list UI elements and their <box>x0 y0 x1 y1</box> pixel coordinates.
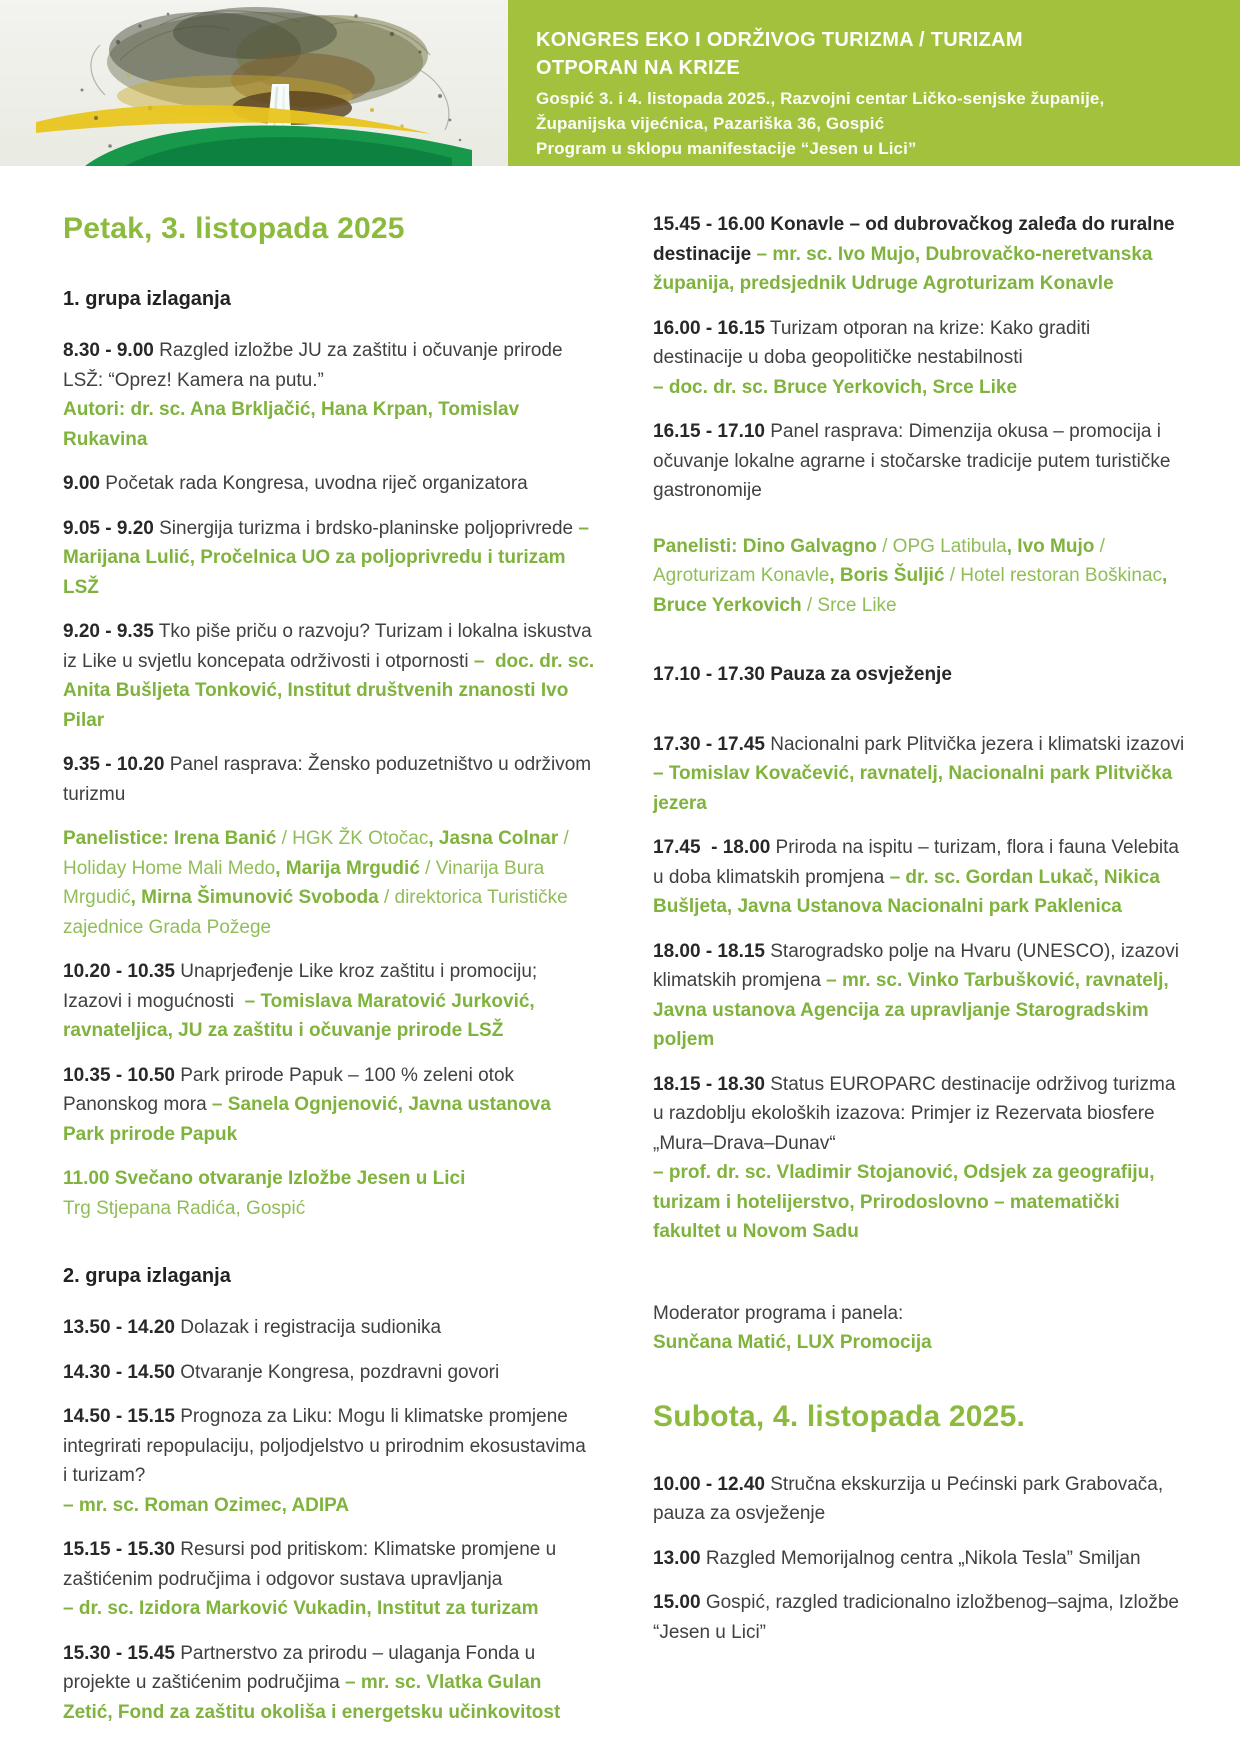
item-time: 13.00 <box>653 1547 701 1569</box>
item-speakers-detail: / Srce Like <box>801 594 897 616</box>
item-speakers-detail: / Agroturizam Konavle <box>653 535 1110 586</box>
item-speakers: Sunčana Matić, LUX Promocija <box>653 1332 932 1353</box>
item-speakers: , Jasna Colnar <box>428 828 559 849</box>
item-time: 13.50 - 14.20 <box>63 1317 175 1338</box>
item-time: 15.15 - 15.30 <box>63 1539 175 1560</box>
header-title-line2: OTPORAN NA KRIZE <box>536 57 741 79</box>
item-time: 15.00 <box>653 1592 701 1613</box>
item-speakers: , Ivo Mujo <box>1006 535 1095 557</box>
item-speakers: – Tomislav Kovačević, ravnatelj, Nacionalni park Plitvička jezera <box>653 763 1178 814</box>
schedule-item <box>653 937 1185 1055</box>
item-speakers: , Boris Šuljić <box>829 565 945 586</box>
item-speakers: , Marija Mrgudić <box>275 857 420 879</box>
item-time: 15.30 - 15.45 <box>63 1642 175 1664</box>
item-time: 16.15 - 17.10 <box>653 421 765 442</box>
schedule-item <box>63 1535 595 1624</box>
item-speakers: – doc. dr. sc. Anita Bušljeta Tonković, Institut društvenih znanosti Ivo Pilar <box>63 650 599 731</box>
schedule-item <box>63 957 595 1046</box>
header-band <box>508 0 1240 166</box>
item-text: Razgled Memorijalnog centra „Nikola Tesla” Smiljan <box>700 1547 1141 1569</box>
panelists-item <box>653 532 1185 621</box>
panelists-item <box>63 824 595 942</box>
item-text: Početak rada Kongresa, uvodna riječ organizatora <box>99 473 528 494</box>
item-text: Nacionalni park Plitvička jezera i klimatski izazovi <box>764 733 1190 755</box>
nature-splash-illustration <box>0 0 508 166</box>
item-text: Gospić, razgled tradicionalno izložbenog–sajma, Izložbe “Jesen u Lici” <box>653 1592 1185 1643</box>
group-heading-2: 2. grupa izlaganja <box>63 1265 231 1287</box>
item-speakers: – mr. sc. Roman Ozimec, ADIPA <box>63 1494 350 1516</box>
item-text: Prognoza za Liku: Mogu li klimatske promjene integrirati repopulaciju, poljodjelstvo u prirodnim ekosustavima i turizam? <box>63 1406 592 1486</box>
header-title-line1: KONGRES EKO I ODRŽIVOG TURIZMA / TURIZAM <box>536 29 1023 51</box>
schedule-item <box>653 1544 1185 1574</box>
item-speakers: – dr. sc. Izidora Marković Vukadin, Institut za turizam <box>63 1598 539 1619</box>
item-text: Stručna ekskurzija u Pećinski park Grabovača, pauza za osvježenje <box>653 1473 1169 1524</box>
item-time: 8.30 - 9.00 <box>63 340 154 361</box>
item-speakers-detail: Trg Stjepana Radića, Gospić <box>63 1197 306 1219</box>
item-speakers: – Marijana Lulić, Pročelnica UO za poljoprivredu i turizam LSŽ <box>63 517 595 598</box>
schedule-item <box>63 1313 595 1343</box>
item-speakers: Panelistice: Irena Banić <box>63 828 277 849</box>
item-text: Turizam otporan na krize: Kako graditi destinacije u doba geopolitičke nestabilnosti <box>653 317 1096 368</box>
schedule-item <box>63 750 595 809</box>
header-detail-line: Program u sklopu manifestacije “Jesen u Lici” <box>536 139 917 158</box>
item-speakers: – Tomislava Maratović Jurković, ravnateljica, JU za zaštitu i očuvanje prirode LSŽ <box>63 990 540 1041</box>
item-time: 17.10 - 17.30 Pauza za osvježenje <box>653 664 952 685</box>
item-time: 18.00 - 18.15 <box>653 940 765 962</box>
day-heading-friday: Petak, 3. listopada 2025 <box>63 212 405 245</box>
item-speakers-detail: / Vinarija Bura Mrgudić <box>63 857 550 908</box>
item-text: Priroda na ispitu – turizam, flora i fauna Velebita u doba klimatskih promjena <box>653 837 1185 888</box>
item-speakers: Panelisti: Dino Galvagno <box>653 535 877 557</box>
schedule-item <box>63 1639 595 1728</box>
schedule-item <box>653 210 1185 299</box>
item-text: Tko piše priču o razvoju? Turizam i lokalna iskustva iz Like u svjetlu koncepata održivosti i otpornosti <box>63 621 598 672</box>
schedule-item <box>63 1358 595 1388</box>
schedule-item <box>63 336 595 454</box>
item-speakers-detail: / OPG Latibula <box>876 535 1007 557</box>
header-detail-line: Gospić 3. i 4. listopada 2025., Razvojni centar Ličko-senjske županije, <box>536 89 1105 108</box>
schedule-item <box>653 730 1190 819</box>
header <box>0 0 1240 166</box>
item-time: 10.00 - 12.40 <box>653 1473 765 1495</box>
item-text: Resursi pod pritiskom: Klimatske promjene u zaštićenim područjima i odgovor sustava upravljanja <box>63 1539 562 1590</box>
schedule-item <box>63 1402 595 1520</box>
item-speakers: – dr. sc. Gordan Lukač, Nikica Bušljeta, Javna Ustanova Nacionalni park Paklenica <box>653 866 1166 917</box>
item-speakers-detail: / Holiday Home Mali Medo <box>63 828 575 879</box>
item-text: Moderator programa i panela: <box>653 1302 904 1324</box>
item-text: Park prirode Papuk – 100 % zeleni otok Panonskog mora <box>63 1064 520 1115</box>
item-time: 9.20 - 9.35 <box>63 621 154 642</box>
header-artwork <box>0 0 508 166</box>
program <box>0 166 1240 1727</box>
schedule-item <box>653 314 1185 403</box>
item-text: Otvaranje Kongresa, pozdravni govori <box>174 1361 500 1383</box>
item-text: Sinergija turizma i brdsko-planinske poljoprivrede <box>153 517 579 539</box>
item-speakers: , Bruce Yerkovich <box>653 565 1173 616</box>
item-speakers-detail: / Hotel restoran Boškinac <box>944 565 1163 586</box>
item-speakers: – mr. sc. Ivo Mujo, Dubrovačko-neretvanska županija, predsjednik Udruge Agroturizam Konavle <box>653 243 1158 294</box>
item-speakers: – Sanela Ognjenović, Javna ustanova Park prirode Papuk <box>63 1094 557 1145</box>
item-speakers: – prof. dr. sc. Vladimir Stojanović, Odsjek za geografiju, turizam i hotelijerstvo, Prirodoslovno – matematički fakultet u Novom Sadu <box>653 1162 1160 1242</box>
item-speakers: – mr. sc. Vinko Tarbušković, ravnatelj, Javna ustanova Agencija za upravljanje Starogradskim poljem <box>653 970 1174 1050</box>
schedule-item <box>653 1070 1185 1247</box>
schedule-item <box>63 617 599 735</box>
schedule-item <box>653 833 1185 922</box>
schedule-item <box>63 469 595 499</box>
item-text: Panel rasprava: Žensko poduzetništvo u održivom turizmu <box>63 754 597 805</box>
item-time: 10.20 - 10.35 <box>63 961 175 982</box>
header-details <box>536 86 1222 161</box>
item-time: 14.50 - 15.15 <box>63 1406 175 1427</box>
item-time: 17.30 - 17.45 <box>653 733 765 755</box>
item-speakers: – mr. sc. Vlatka Gulan Zetić, Fond za zaštitu okoliša i energetsku učinkovitost <box>63 1672 561 1723</box>
item-time: 14.30 - 14.50 <box>63 1361 175 1383</box>
schedule-item <box>63 514 595 603</box>
item-time: 18.15 - 18.30 <box>653 1073 765 1095</box>
item-speakers: Autori: dr. sc. Ana Brkljačić, Hana Krpan, Tomislav Rukavina <box>63 399 525 450</box>
schedule-item <box>63 1061 595 1150</box>
program-column-1 <box>63 210 599 1727</box>
item-text: Dolazak i registracija sudionika <box>174 1317 442 1338</box>
item-time: 9.05 - 9.20 <box>63 517 154 539</box>
schedule-item <box>653 417 1185 506</box>
item-speakers: – doc. dr. sc. Bruce Yerkovich, Srce Like <box>653 376 1018 398</box>
item-time: 10.35 - 10.50 <box>63 1064 175 1086</box>
item-speakers-detail: / direktorica Turističke zajednice Grada Požege <box>63 887 573 938</box>
item-time: 17.45 - 18.00 <box>653 837 771 858</box>
item-text: Partnerstvo za prirodu – ulaganja Fonda u projekte u zaštićenim područjima <box>63 1642 541 1693</box>
ceremony-item <box>63 1164 595 1223</box>
header-detail-line: Županijska vijećnica, Pazariška 36, Gospić <box>536 114 885 133</box>
item-text: Razgled izložbe JU za zaštitu i očuvanje prirode LSŽ: “Oprez! Kamera na putu.” <box>63 340 568 391</box>
break-item <box>653 660 1185 690</box>
item-speakers-detail: / HGK ŽK Otočac <box>276 828 429 849</box>
item-time: 15.45 - 16.00 Konavle – od dubrovačkog zaleđa do ruralne destinacije <box>653 214 1180 265</box>
moderator-item <box>653 1299 1185 1358</box>
item-time: 9.00 <box>63 473 100 494</box>
item-text: Panel rasprava: Dimenzija okusa – promocija i očuvanje lokalne agrarne i stočarske tradicije putem turističke gastronomije <box>653 421 1176 501</box>
group-heading-1: 1. grupa izlaganja <box>63 288 231 310</box>
item-time: 16.00 - 16.15 <box>653 317 765 339</box>
item-text: Unaprjeđenje Like kroz zaštitu i promociju; Izazovi i mogućnosti <box>63 961 543 1012</box>
schedule-item <box>653 1470 1185 1529</box>
schedule-item <box>653 1588 1185 1647</box>
program-column-2 <box>653 210 1190 1727</box>
item-text: Starogradsko polje na Hvaru (UNESCO), izazovi klimatskih promjena <box>653 940 1185 991</box>
item-speakers: 11.00 Svečano otvaranje Izložbe Jesen u Lici <box>63 1168 466 1189</box>
item-time: 9.35 - 10.20 <box>63 754 165 775</box>
item-text: Status EUROPARC destinacije održivog turizma u razdoblju ekoloških izazova: Primjer iz Rezervata biosfere „Mura–Drava–Dunav“ <box>653 1073 1181 1154</box>
day-heading-saturday: Subota, 4. listopada 2025. <box>653 1399 1025 1433</box>
item-speakers: , Mirna Šimunović Svoboda <box>130 887 379 908</box>
